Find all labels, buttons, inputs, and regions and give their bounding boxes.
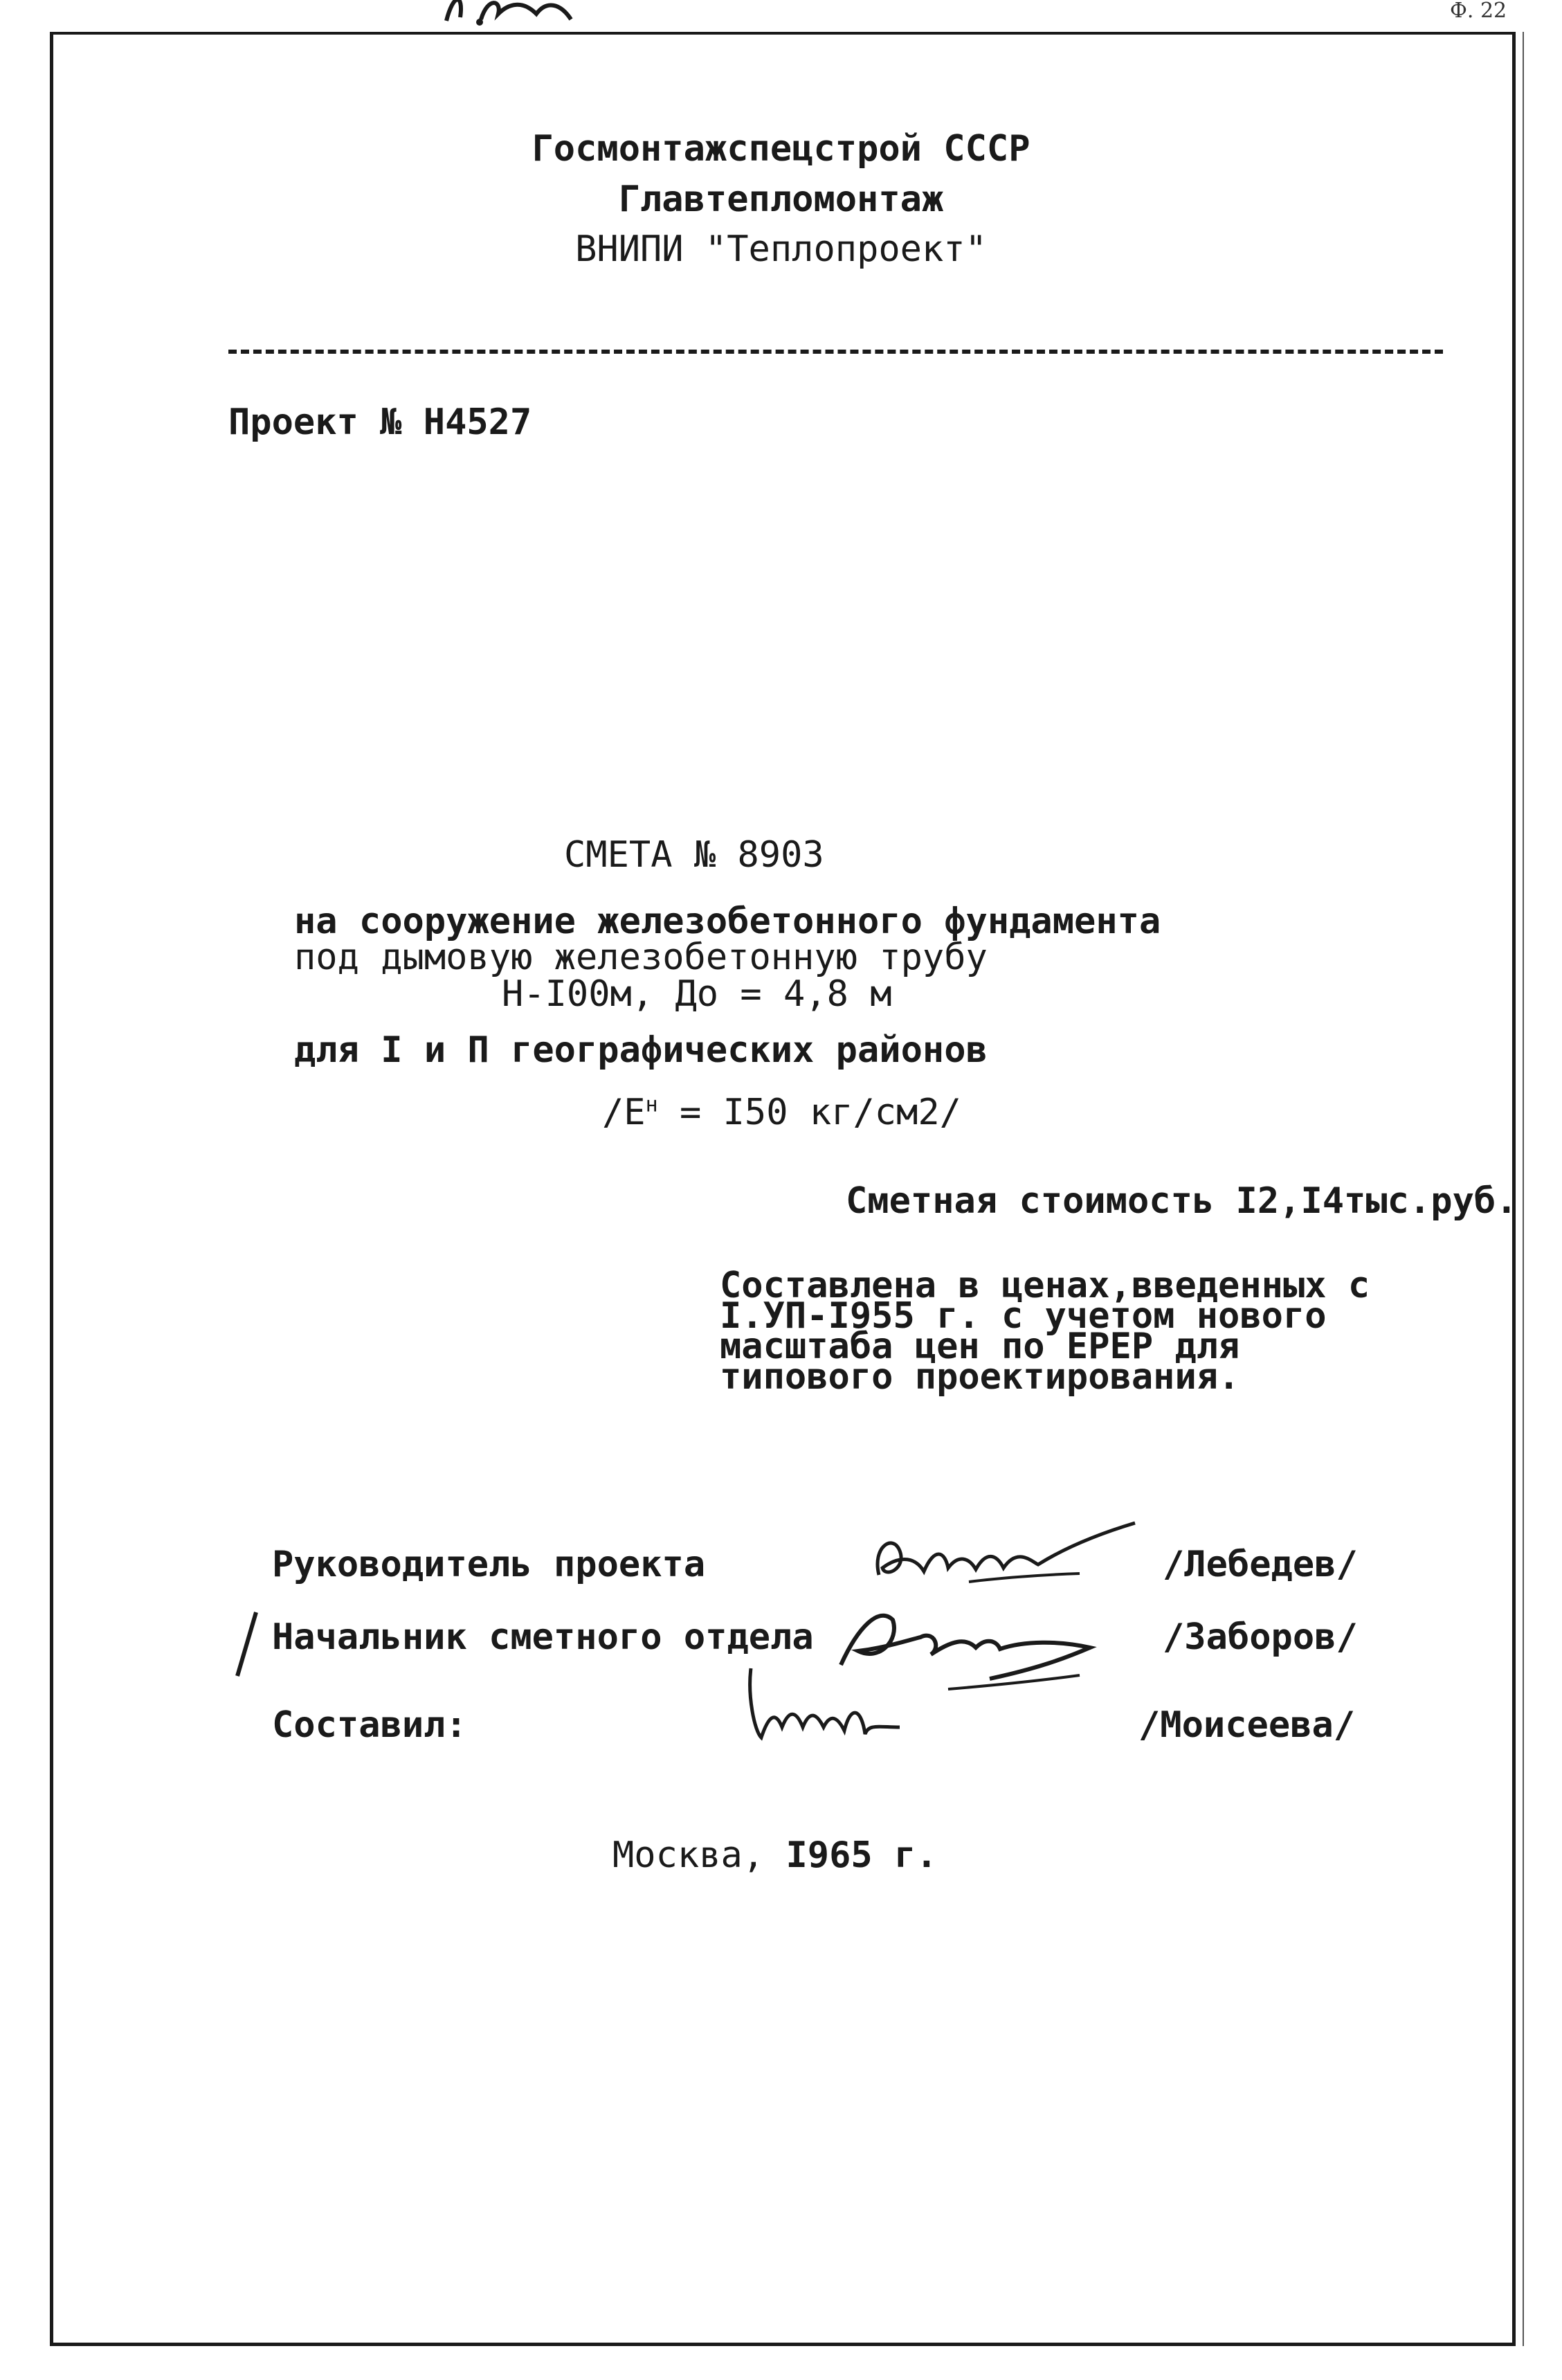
signature-role-compiler: Составил: (272, 1704, 467, 1746)
form-number: Ф. 22 (1450, 0, 1507, 23)
estimate-desc-line-1: на сооружение железобетонного фундамента (294, 901, 1161, 942)
estimate-desc-line-4: для I и П географических районов (294, 1029, 988, 1071)
project-number: Проект № Н4527 (228, 402, 532, 443)
handwritten-signature-1 (858, 1520, 1149, 1596)
margin-slash-mark (232, 1610, 260, 1679)
estimate-desc-line-2: под дымовую железобетонную трубу (294, 937, 988, 978)
estimate-title: СМЕТА № 8903 (564, 834, 824, 876)
signature-name-moiseeva: /Моисеева/ (1138, 1704, 1356, 1746)
dashed-separator (228, 350, 1443, 354)
strength-superscript: н (645, 1092, 658, 1117)
pricing-note-line-3: масштаба цен по ЕРЕР для (720, 1326, 1240, 1367)
org-line-1: Госмонтажспецстрой СССР (532, 128, 1030, 170)
year: I965 г. (764, 1834, 938, 1876)
pricing-note-line-4: типового проектирования. (720, 1356, 1240, 1398)
top-handwritten-mark (433, 0, 592, 28)
strength-prefix: /Е (602, 1092, 646, 1133)
signature-name-zaborov: /Заборов/ (1163, 1616, 1358, 1658)
place-and-year (612, 1834, 938, 1876)
strength-suffix: = I50 кг/см2/ (657, 1092, 961, 1133)
signature-name-lebedev: /Лебедев/ (1163, 1544, 1358, 1585)
signature-role-project-lead: Руководитель проекта (272, 1544, 706, 1585)
city: Москва, (612, 1834, 765, 1876)
pricing-note (720, 1265, 1370, 1398)
estimated-cost: Сметная стоимость I2,I4тыс.руб. (846, 1180, 1518, 1222)
org-line-3: ВНИПИ "Теплопроект" (575, 228, 987, 270)
page-frame-edge (1523, 32, 1524, 2346)
estimate-desc-line-3: Н-I00м, До = 4,8 м (502, 973, 892, 1015)
concrete-strength (602, 1092, 961, 1133)
handwritten-signature-3 (741, 1661, 914, 1751)
pricing-note-line-1: Составлена в ценах,введенных с (720, 1265, 1370, 1306)
pricing-note-line-2: I.УП-I955 г. с учетом нового (720, 1295, 1327, 1337)
signature-role-estimate-head: Начальник сметного отдела (272, 1616, 814, 1658)
org-line-2: Главтепломонтаж (618, 179, 944, 220)
